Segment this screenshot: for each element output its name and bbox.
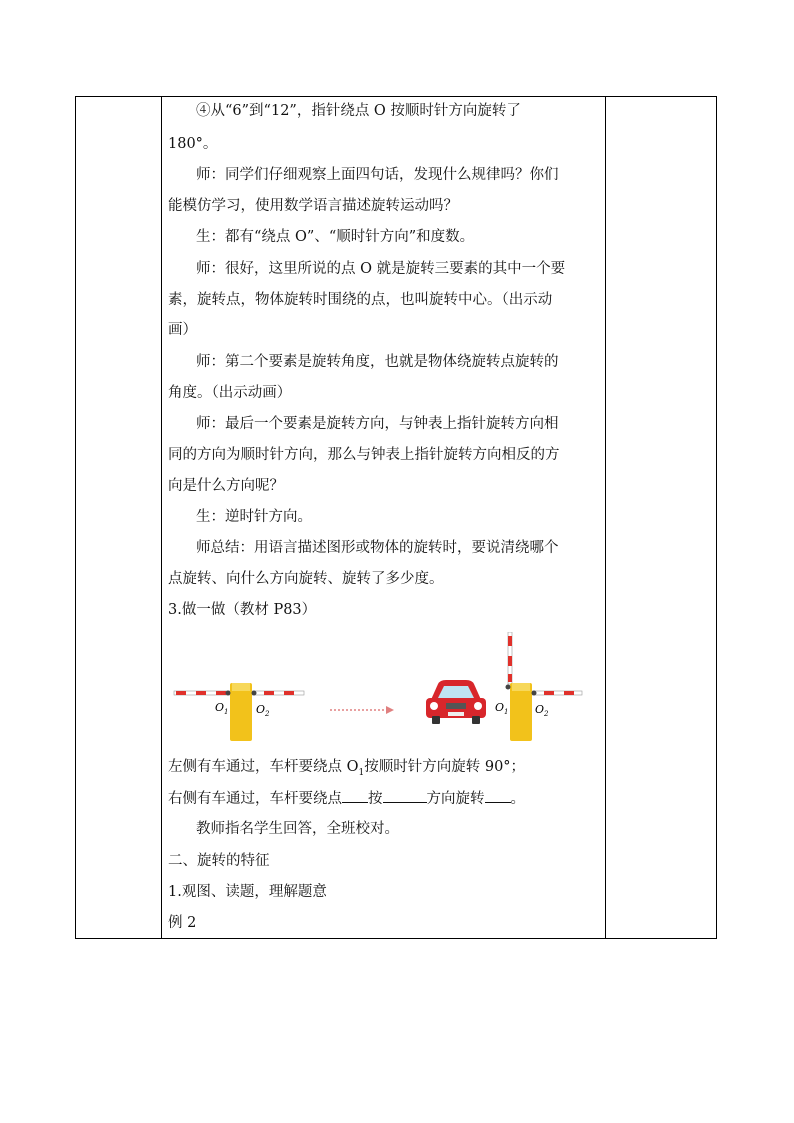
text-line: 向是什么方向呢？ [168,478,284,494]
text-line: 点旋转、向什么方向旋转、旋转了多少度。 [168,571,444,587]
text-line: 角度。（出示动画） [168,385,292,401]
text-line: 师：同学们仔细观察上面四句话，发现什么规律吗？你们 [196,167,559,183]
text-line: 例 2 [168,915,197,931]
column-divider-left [161,97,162,938]
text-segment: 按 [368,791,383,807]
label-o2: $O_2$ [256,703,270,718]
text-segment: 。 [510,791,525,807]
label-o2-right: $O_2$ [535,703,549,718]
column-divider-right [605,97,606,938]
text-line: 1.观图、读题，理解题意 [168,884,327,900]
answer-blank-degree[interactable] [485,788,511,803]
text-line: 生：都有“绕点 O”、“顺时针方向”和度数。 [196,229,475,245]
text-line: 素，旋转点，物体旋转时围绕的点，也叫旋转中心。（出示动 [168,292,553,308]
text-line: 180°。 [168,136,218,152]
text-segment: 右侧有车通过，车杆要绕点 [168,791,342,807]
text-line: 同的方向为顺时针方向，那么与钟表上指针旋转方向相反的方 [168,447,560,463]
answer-blank-direction[interactable] [383,788,427,803]
lesson-table [75,96,717,939]
text-line: 师：最后一个要素是旋转方向，与钟表上指针旋转方向相 [196,416,559,432]
subscript: 1 [358,767,365,778]
text-segment: 左侧有车通过，车杆要绕点 O [168,759,359,775]
text-line: 能模仿学习，使用数学语言描述旋转运动吗？ [168,198,458,214]
arrow-icon [330,706,394,714]
text-segment: 按顺时针方向旋转 90°； [364,759,526,775]
text-line [168,788,525,809]
left-gate [174,683,304,741]
text-line: 师总结：用语言描述图形或物体的旋转时，要说清绕哪个 [196,540,559,556]
text-line: 师：很好，这里所说的点 O 就是旋转三要素的其中一个要 [196,261,566,277]
text-segment: 方向旋转 [426,791,485,807]
text-line: 师：第二个要素是旋转角度，也就是物体绕旋转点旋转的 [196,354,559,370]
section-heading: 二、旋转的特征 [168,853,270,869]
barrier-illustration [168,632,608,744]
text-line: 3.做一做（教材 P83） [168,602,317,618]
label-o1: $O_1$ [215,701,229,716]
right-gate [495,632,582,741]
label-o1-right: $O_1$ [495,701,509,716]
text-line: 教师指名学生回答，全班校对。 [196,821,399,837]
text-line: 画） [168,322,197,338]
text-line: 生：逆时针方向。 [196,509,312,525]
barrier-gate-figure [168,632,608,744]
text-line: ④从“6”到“12”，指针绕点 O 按顺时针方向旋转了 [196,103,521,119]
answer-blank-point[interactable] [342,788,368,803]
car-icon [426,680,486,724]
text-line [168,757,525,783]
